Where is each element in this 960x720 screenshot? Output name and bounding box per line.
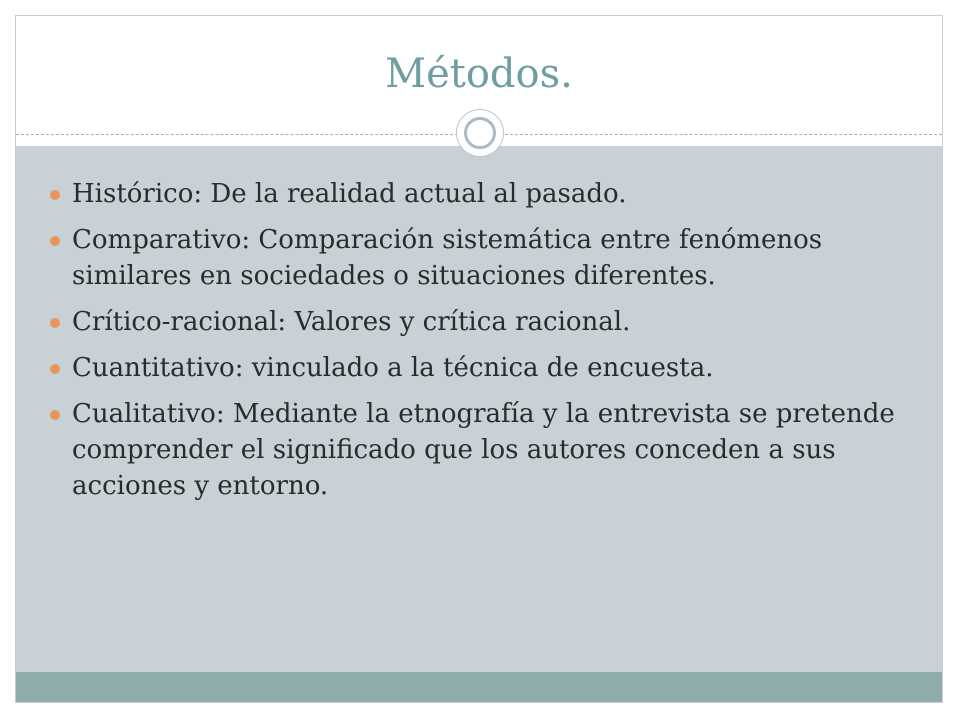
bullet-icon <box>50 318 60 328</box>
bullet-icon <box>50 410 60 420</box>
bullet-text: Cualitativo: Mediante la etnografía y la entrevista se pretende comprender el significado que los autores conceden a sus acciones y entorno. <box>72 399 895 501</box>
bullet-list <box>50 176 910 514</box>
bullet-item-comparativo <box>50 222 910 294</box>
bullet-text: Crítico-racional: Valores y crítica racional. <box>72 307 631 337</box>
footer-band <box>16 672 942 703</box>
bullet-icon <box>50 364 60 374</box>
bullet-text: Comparativo: Comparación sistemática entre fenómenos similares en sociedades o situaciones diferentes. <box>72 225 823 291</box>
bullet-text: Histórico: De la realidad actual al pasado. <box>72 179 627 209</box>
slide-title: Métodos. <box>385 51 573 97</box>
bullet-item-critico-racional <box>50 304 910 340</box>
bullet-item-cuantitativo <box>50 350 910 386</box>
bullet-item-cualitativo <box>50 396 910 504</box>
bullet-icon <box>50 236 60 246</box>
bullet-icon <box>50 190 60 200</box>
circle-ornament-inner <box>464 117 496 149</box>
bullet-item-historico <box>50 176 910 212</box>
bullet-text: Cuantitativo: vinculado a la técnica de encuesta. <box>72 353 714 383</box>
slide <box>15 15 943 703</box>
circle-ornament-icon <box>456 109 504 157</box>
